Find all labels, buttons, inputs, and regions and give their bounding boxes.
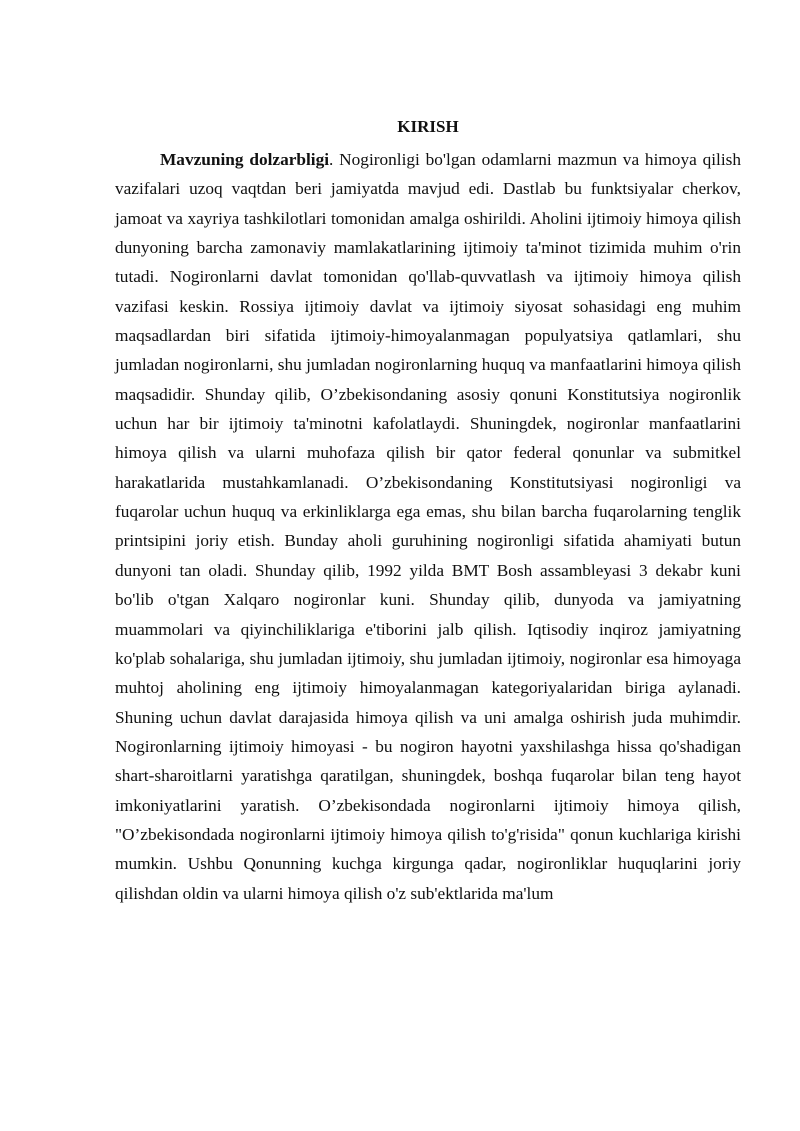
page-title: KIRISH — [397, 117, 459, 136]
paragraph-text: . Nogironligi bo'lgan odamlarni mazmun va himoya qilish vazifalari uzoq vaqtdan beri jamiyatda mavjud edi. Dastlab bu funktsiyalar cherkov, jamoat va xayriya tashkilotlari tomonidan amalga oshirildi. Aholini ijtimoiy himoya qilish dunyoning barcha zamonaviy mamlakatlarining ijtimoiy ta'minot tizimida muhim o'rin tutadi. Nogironlarni davlat tomonidan qo'llab-quvvatlash va ijtimoiy himoya qilish vazifasi keskin. Rossiya ijtimoiy davlat va ijtimoiy siyosat sohasidagi eng muhim maqsadlardan biri sifatida ijtimoiy-himoyalanmagan populyatsiya qatlamlari, shu jumladan nogironlarni, shu jumladan nogironlarning huquq va manfaatlarini himoya qilish maqsadidir. Shunday qilib, O’zbekisondaning asosiy qonuni Konstitutsiya nogironlik uchun har bir ijtimoiy ta'minotni kafolatlaydi. Shuningdek, nogironlar manfaatlarini himoya qilish va ularni muhofaza qilish bir qator federal qonunlar va submitkel harakatlarida mustahkamlanadi. O’zbekisondaning Konstitutsiyasi nogironligi va fuqarolar uchun huquq va erkinliklarga ega emas, shu bilan barcha fuqarolarning tenglik printsipini joriy etish. Bunday aholi guruhining nogironligi sifatida ahamiyati butun dunyoni tan oladi. Shunday qilib, 1992 yilda BMT Bosh assambleyasi 3 dekabr kuni bo'lib o'tgan Xalqaro nogironlar kuni. Shunday qilib, dunyoda va jamiyatning muammolari va qiyinchiliklariga e'tiborini jalb qilish. Iqtisodiy inqiroz jamiyatning ko'plab sohalariga, shu jumladan ijtimoiy, shu jumladan ijtimoiy, nogironlar esa himoyaga muhtoj aholining eng ijtimoiy himoyalanmagan kategoriyalaridan biriga aylanadi. Shuning uchun davlat darajasida himoya qilish va uni amalga oshirish juda muhimdir. Nogironlarning ijtimoiy himoyasi - bu nogiron hayotni yaxshilashga hissa qo'shadigan shart-sharoitlarni yaratishga qaratilgan, shuningdek, boshqa fuqarolar bilan teng hayot imkoniyatlarini yaratish. O’zbekisondada nogironlarni ijtimoiy himoya qilish, "O’zbekisondada nogironlarni ijtimoiy himoya qilish to'g'risida" qonun kuchlariga kirishi mumkin. Ushbu Qonunning kuchga kirgunga qadar, nogironliklar huquqlarini joriy qilishdan oldin va ularni himoya qilish o'z sub'ektlarida ma'lum — [115, 150, 741, 903]
paragraph-lead: Mavzuning dolzarbligi — [160, 150, 330, 169]
body-paragraph — [115, 145, 741, 908]
